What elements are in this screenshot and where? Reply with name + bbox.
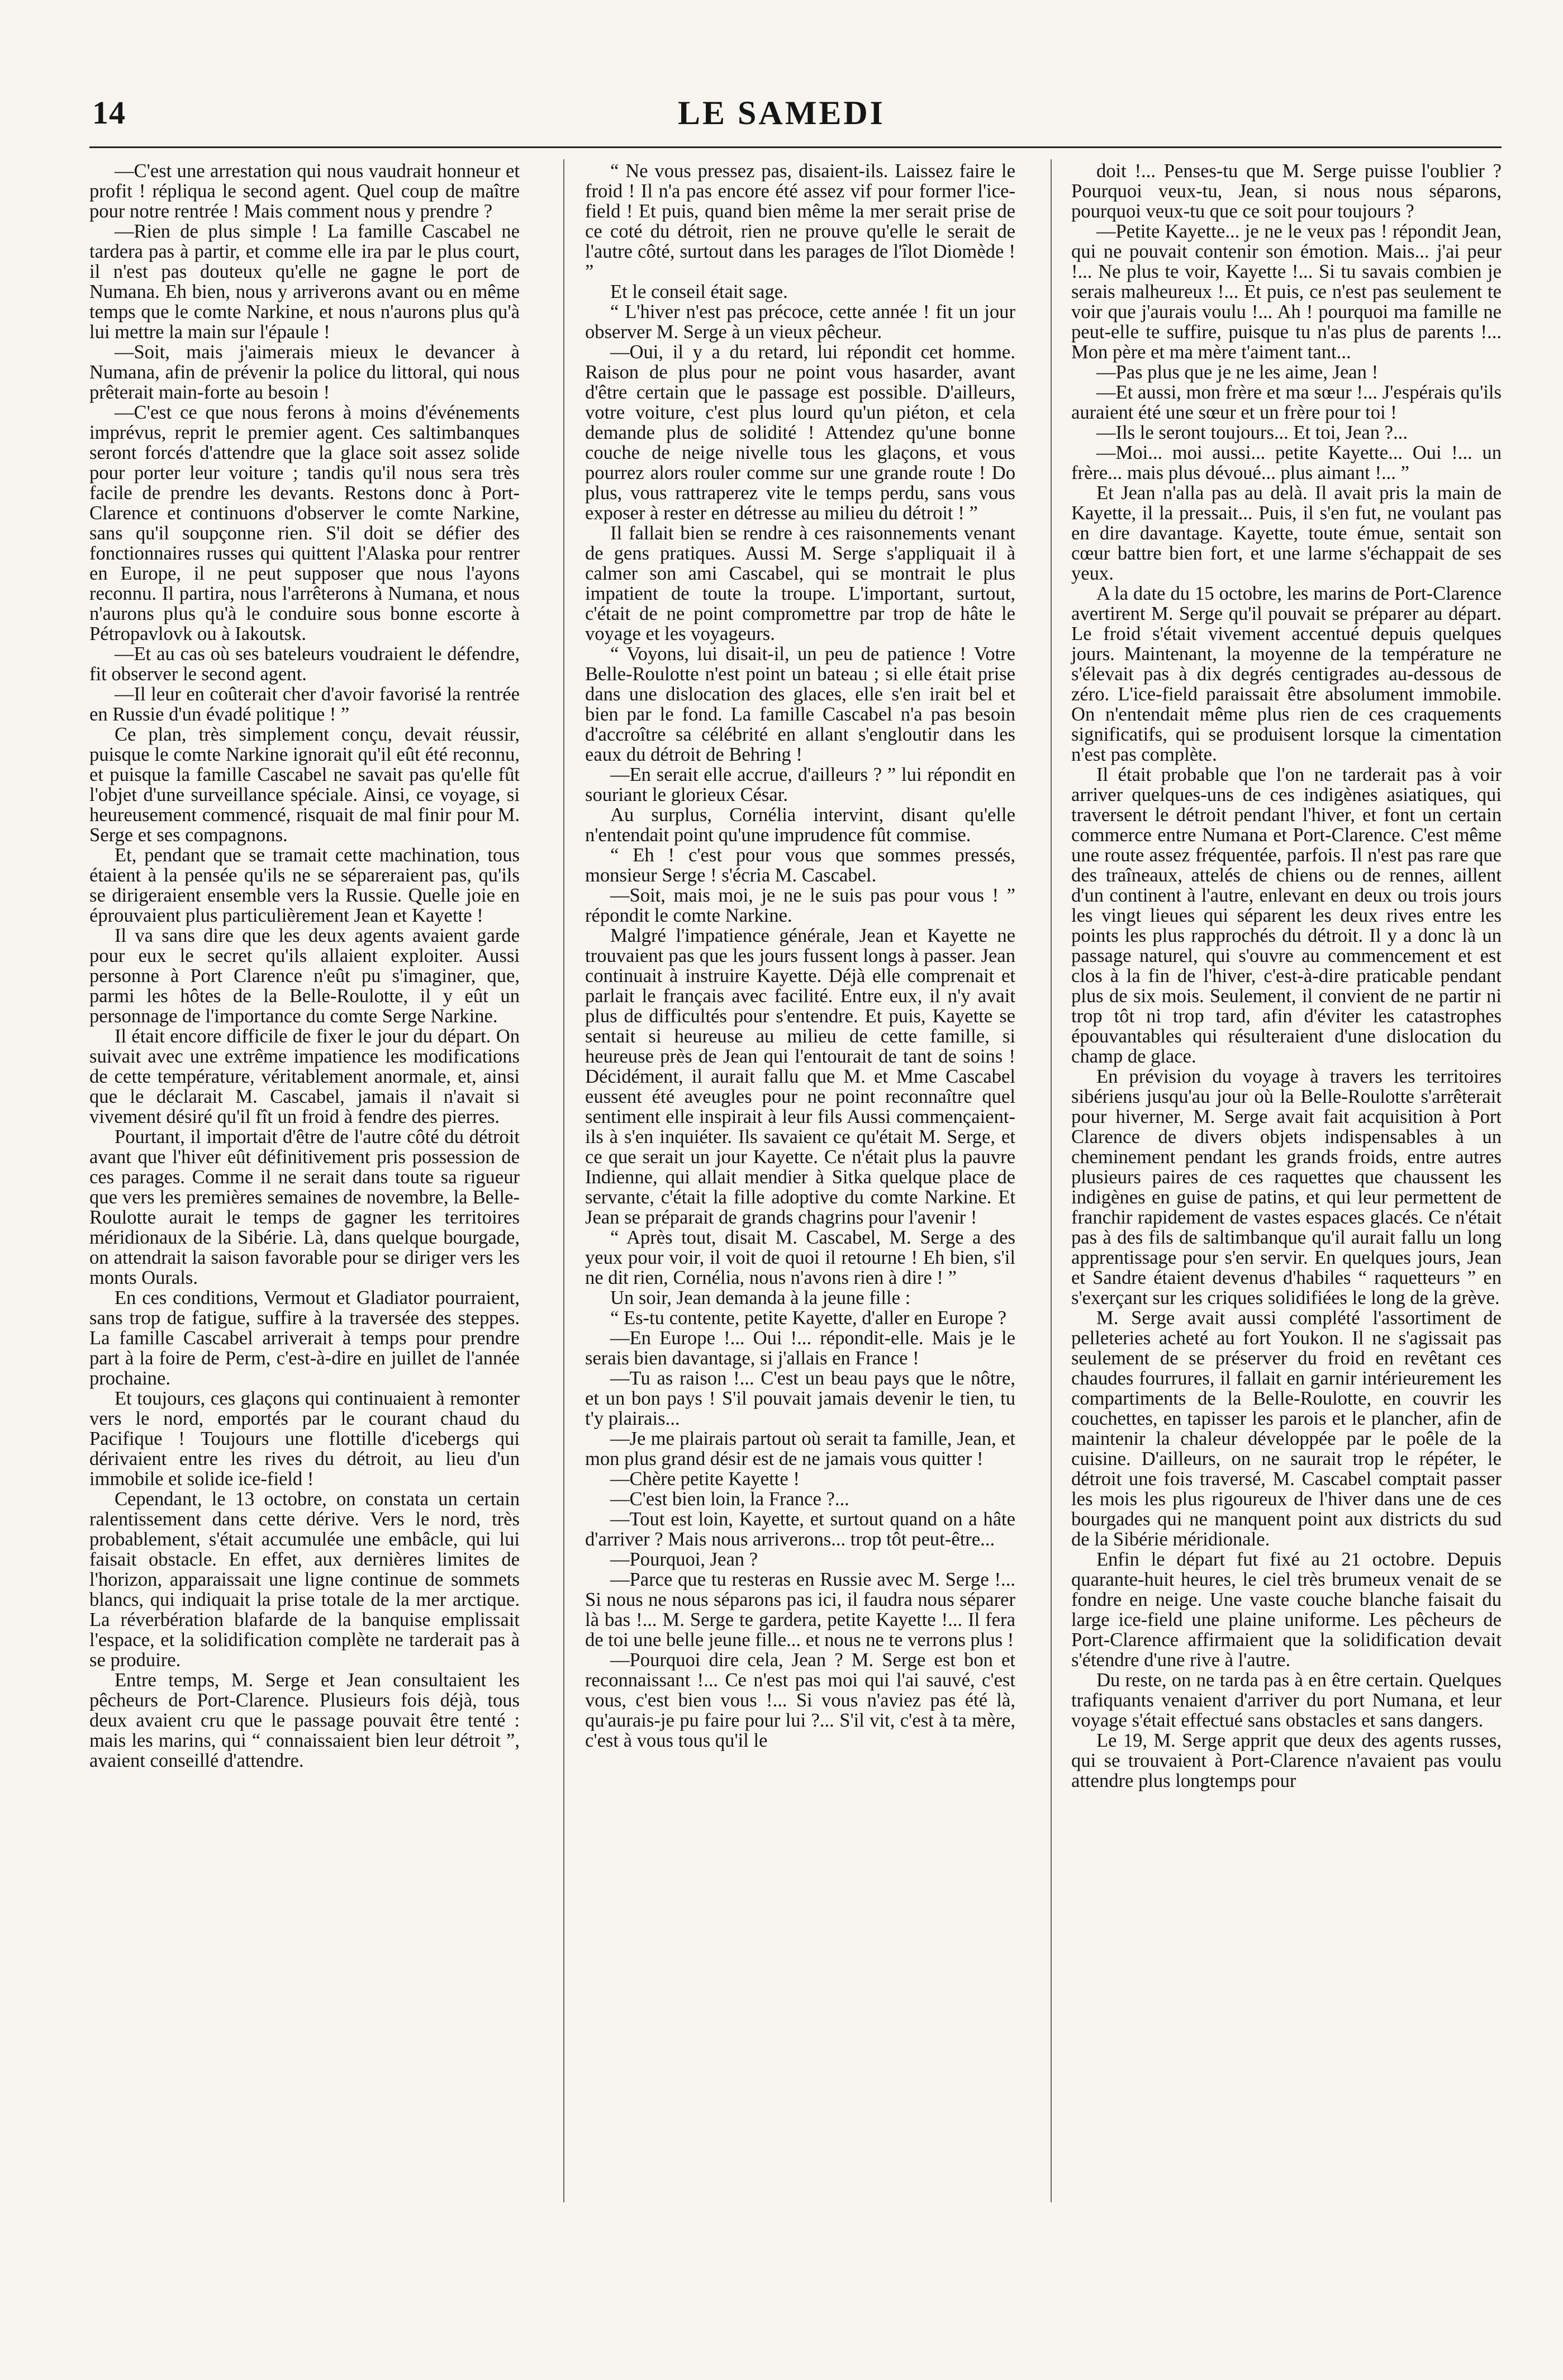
paragraph: Et toujours, ces glaçons qui continuaient à remonter vers le nord, emportés par le courant chaud du Pacifique ! Toujours une flottille d'icebergs qui dérivaient entre les rives du détroit, au lieu d'un immobile et solide ice-field ! (89, 1388, 520, 1490)
paragraph: —Petite Kayette... je ne le veux pas ! répondit Jean, qui ne pouvait contenir son émotion. Mais... j'ai peur !... Ne plus te voir, Kayette !... Si tu savais combien je serais malheureux !... Et puis, ce n'est pas seulement te voir que j'aurais voulu !... Ah ! pourquoi ma famille ne peut-elle te suffire, puisque tu n'as plus de parents !... Mon père et ma mère t'aiment tant... (1071, 221, 1502, 363)
paragraph: —Pourquoi, Jean ? (610, 1549, 758, 1570)
paragraph: Du reste, on ne tarda pas à en être certain. Quelques trafiquants venaient d'arriver du port Numana, et leur voyage s'était effectué sans obstacles et sans dangers. (1071, 1670, 1502, 1731)
paragraph: Enfin le départ fut fixé au 21 octobre. Depuis quarante-huit heures, le ciel très brumeux venait de se fondre en neige. Une vaste couche blanche faisait du large ice-field une plaine uniforme. Les pêcheurs de Port-Clarence affirmaient que la solidification devait s'étendre d'une rive à l'autre. (1071, 1549, 1502, 1671)
paragraph: Et, pendant que se tramait cette machination, tous étaient à la pensée qu'ils ne se sépareraient pas, qu'ils se dirigeraient ensemble vers la Russie. Quelle joie en éprouvaient plus particulièrement Jean et Kayette ! (89, 845, 520, 926)
paragraph: —Je me plairais partout où serait ta famille, Jean, et mon plus grand désir est de ne jamais vous quitter ! (585, 1428, 1015, 1469)
column-divider (563, 159, 564, 2202)
text-column-2 (585, 161, 1015, 1751)
paragraph: —Tout est loin, Kayette, et surtout quand on a hâte d'arriver ? Mais nous arriverons... trop tôt peut-être... (585, 1509, 1015, 1550)
paragraph: “ Voyons, lui disait-il, un peu de patience ! Votre Belle-Roulotte n'est point un bateau ; si elle était prise dans une dislocation des glaces, elle s'en irait bel et bien par le fond. La famille Cascabel n'a pas besoin d'accroître sa célébrité en allant s'engloutir dans les eaux du détroit de Behring ! (585, 643, 1015, 765)
paragraph: —Soit, mais j'aimerais mieux le devancer à Numana, afin de prévenir la police du littoral, qui nous prêterait main-forte au besoin ! (89, 342, 520, 403)
paragraph: Et le conseil était sage. (610, 281, 788, 302)
paragraph: —Et au cas où ses bateleurs voudraient le défendre, fit observer le second agent. (89, 643, 520, 685)
paragraph: —Et aussi, mon frère et ma sœur !... J'espérais qu'ils auraient été une sœur et un frère pour toi ! (1071, 382, 1502, 423)
paragraph: —Moi... moi aussi... petite Kayette... Oui !... un frère... mais plus dévoué... plus aimant !... ” (1071, 442, 1502, 483)
paragraph: Il était probable que l'on ne tarderait pas à voir arriver quelques-uns de ces indigènes asiatiques, qui traversent le détroit pendant l'hiver, et font un certain commerce entre Numana et Port-Clarence. C'est même une route assez fréquentée, parfois. Il n'est pas rare que des traîneaux, attelés de chiens ou de rennes, aillent d'un continent à l'autre, enlevant en deux ou trois jours les vingt lieues qui séparent les deux rives entre les points les plus rapprochés du détroit. Il y a donc là un passage naturel, qui s'ouvre au commencement et est clos à la fin de l'hiver, c'est-à-dire praticable pendant plus de six mois. Seulement, il convient de ne partir ni trop tôt ni trop tard, afin d'éviter les catastrophes épouvantables qui résulteraient d'une dislocation du champ de glace. (1071, 764, 1502, 1067)
text-column-1 (89, 161, 520, 1771)
paragraph: En prévision du voyage à travers les territoires sibériens jusqu'au jour où la Belle-Roulotte s'arrêterait pour hiverner, M. Serge avait fait acquisition à Port Clarence de divers objets indispensables à un cheminement pendant les grands froids, entre autres plusieurs paires de ces raquettes que chaussent les indigènes en guise de patins, et qui leur permettent de franchir rapidement de vastes espaces glacés. Ce n'était pas à des fils de saltimbanque qu'il aurait fallu un long apprentissage pour s'en servir. En quelques jours, Jean et Sandre étaient devenus d'habiles “ raquetteurs ” en s'exerçant sur les criques solidifiées le long de la grève. (1071, 1066, 1502, 1308)
paragraph: “ Après tout, disait M. Cascabel, M. Serge a des yeux pour voir, il voit de quoi il retourne ! Eh bien, s'il ne dit rien, Cornélia, nous n'avons rien à dire ! ” (585, 1227, 1015, 1288)
paragraph: —Parce que tu resteras en Russie avec M. Serge !... Si nous ne nous séparons pas ici, il faudra nous séparer là bas !... M. Serge te gardera, petite Kayette !... Il fera de toi une belle jeune fille... et nous ne te verrons plus ! (585, 1569, 1015, 1651)
header-rule (89, 146, 1502, 148)
paragraph: “ Es-tu contente, petite Kayette, d'aller en Europe ? (610, 1307, 1006, 1329)
paragraph: Un soir, Jean demanda à la jeune fille : (610, 1287, 911, 1308)
paragraph: —C'est une arrestation qui nous vaudrait honneur et profit ! répliqua le second agent. Quel coup de maître pour notre rentrée ! Mais comment nous y prendre ? (89, 160, 520, 222)
paragraph: Il était encore difficile de fixer le jour du départ. On suivait avec une extrême impatience les modifications de cette température, véritablement anormale, et, ainsi que le déclarait M. Cascabel, jamais il n'avait si vivement désiré qu'il fît un froid à fendre des pierres. (89, 1026, 520, 1127)
paragraph: —Chère petite Kayette ! (610, 1468, 800, 1490)
paragraph: —Il leur en coûterait cher d'avoir favorisé la rentrée en Russie d'un évadé politique ! ” (89, 684, 520, 725)
paragraph: Malgré l'impatience générale, Jean et Kayette ne trouvaient pas que les jours fussent longs à passer. Jean continuait à instruire Kayette. Déjà elle comprenait et parlait le français avec facilité. Entre eux, il n'y avait plus de difficultés pour s'entendre. Et puis, Kayette se sentait si heureuse au milieu de cette famille, si heureuse près de Jean qui l'entourait de tant de soins ! Décidément, il aurait fallu que M. et Mme Cascabel eussent été aveugles pour ne point reconnaître quel sentiment elle inspirait à leur fils Aussi commençaient-ils à s'en inquiéter. Ils savaient ce qu'était M. Serge, et ce que serait un jour Kayette. Ce n'était plus la pauvre Indienne, qui allait mendier à Sitka quelque place de servante, c'était la fille adoptive du comte Narkine. Et Jean se préparait de grands chagrins pour l'avenir ! (585, 925, 1015, 1228)
paragraph: —Tu as raison !... C'est un beau pays que le nôtre, et un bon pays ! S'il pouvait jamais devenir le tien, tu t'y plairais... (585, 1368, 1015, 1429)
paragraph: En ces conditions, Vermout et Gladiator pourraient, sans trop de fatigue, suffire à la traversée des steppes. La famille Cascabel arriverait à temps pour prendre part à la foire de Perm, c'est-à-dire en juillet de l'année prochaine. (89, 1287, 520, 1389)
paragraph: doit !... Penses-tu que M. Serge puisse l'oublier ? Pourquoi veux-tu, Jean, si nous nous séparons, pourquoi veux-tu que ce soit pour toujours ? (1071, 160, 1502, 222)
paragraph: —En serait elle accrue, d'ailleurs ? ” lui répondit en souriant le glorieux César. (585, 764, 1015, 805)
paragraph: —C'est bien loin, la France ?... (610, 1488, 849, 1510)
paragraph: “ L'hiver n'est pas précoce, cette année ! fit un jour observer M. Serge à un vieux pêcheur. (585, 301, 1015, 343)
paragraph: Ce plan, très simplement conçu, devait réussir, puisque le comte Narkine ignorait qu'il eût été reconnu, et puisque la famille Cascabel ne savait pas qu'elle fût l'objet d'une surveillance spéciale. Ainsi, ce voyage, si heureusement commencé, risquait de mal finir pour M. Serge et ses compagnons. (89, 724, 520, 846)
paragraph: Il fallait bien se rendre à ces raisonnements venant de gens pratiques. Aussi M. Serge s'appliquait il à calmer son ami Cascabel, qui se montrait le plus impatient de toute la troupe. L'important, surtout, c'était de ne point compromettre par trop de hâte le voyage et les voyageurs. (585, 523, 1015, 644)
paragraph: “ Ne vous pressez pas, disaient-ils. Laissez faire le froid ! Il n'a pas encore été assez vif pour former l'ice-field ! Et puis, quand bien même la mer serait prise de ce coté du détroit, rien ne prouve qu'elle le serait de l'autre côté, surtout dans les parages de l'îlot Diomède ! ” (585, 160, 1015, 282)
paragraph: —Pas plus que je ne les aime, Jean ! (1096, 362, 1379, 383)
paragraph: —C'est ce que nous ferons à moins d'événements imprévus, reprit le premier agent. Ces saltimbanques seront forcés d'attendre que la glace soit assez solide pour porter leur voiture ; tandis qu'il nous sera très facile de prendre les devants. Restons donc à Port-Clarence et continuons d'observer le comte Narkine, sans qu'il soupçonne rien. S'il doit se défier des fonctionnaires russes qui quittent l'Alaska pour rentrer en Europe, il ne peut supposer que nous l'ayons reconnu. Il partira, nous l'arrêterons à Numana, et nous n'aurons plus qu'à le conduire sous bonne escorte à Pétropavlovk ou à Iakoutsk. (89, 402, 520, 644)
paragraph: —Ils le seront toujours... Et toi, Jean ?... (1096, 422, 1408, 443)
paragraph: “ Eh ! c'est pour vous que sommes pressés, monsieur Serge ! s'écria M. Cascabel. (585, 845, 1015, 886)
paragraph: —Soit, mais moi, je ne le suis pas pour vous ! ” répondit le comte Narkine. (585, 885, 1015, 926)
paragraph: —Oui, il y a du retard, lui répondit cet homme. Raison de plus pour ne point vous hasarder, avant d'être certain que le passage est possible. D'ailleurs, votre voiture, c'est plus lourd qu'un piéton, et cela demande plus de solidité ! Attendez qu'une bonne couche de neige nivelle tous les glaçons, et vous pourrez alors rouler comme sur une grande route ! Do plus, vous rattraperez vite le temps perdu, sans vous exposer à rester en détresse au milieu du détroit ! ” (585, 342, 1015, 524)
paragraph: —En Europe !... Oui !... répondit-elle. Mais je le serais bien davantage, si j'allais en France ! (585, 1328, 1015, 1369)
paragraph: —Rien de plus simple ! La famille Cascabel ne tardera pas à partir, et comme elle ira par le plus court, il n'est pas douteux qu'elle ne gagne le port de Numana. Eh bien, nous y arriverons avant ou en même temps que le comte Narkine, et nous n'aurons plus qu'à lui mettre la main sur l'épaule ! (89, 221, 520, 343)
paragraph: A la date du 15 octobre, les marins de Port-Clarence avertirent M. Serge qu'il pouvait se préparer au départ. Le froid s'était vivement accentué depuis quelques jours. Maintenant, la moyenne de la température ne s'élevait pas à dix degrés centigrades au-dessous de zéro. L'ice-field paraissait être absolument immobile. On n'entendait même plus rien de ces craquements significatifs, qui se produisent lorsque la cimentation n'est pas complète. (1071, 583, 1502, 765)
running-title: LE SAMEDI (677, 94, 886, 131)
text-column-3 (1071, 161, 1502, 1791)
paragraph: M. Serge avait aussi complété l'assortiment de pelleteries acheté au fort Youkon. Il ne s'agissait pas seulement de se préserver du froid en revêtant ces chaudes fourrures, il fallait en garnir intérieurement les compartiments de la Belle-Roulotte, en couvrir les couchettes, en tapisser les parois et le plancher, afin de maintenir la chaleur développée par le poêle de la cuisine. D'ailleurs, on ne saurait trop le répéter, le détroit une fois traversé, M. Cascabel comptait passer les mois les plus rigoureux de l'hiver dans une de ces bourgades qui ne manquent point aux districts du sud de la Sibérie méridionale. (1071, 1307, 1502, 1550)
paragraph: Entre temps, M. Serge et Jean consultaient les pêcheurs de Port-Clarence. Plusieurs fois déjà, tous deux avaient cru que le passage pouvait être tenté : mais les marins, qui “ connaissaient bien leur détroit ”, avaient conseillé d'attendre. (89, 1670, 520, 1771)
paragraph: Cependant, le 13 octobre, on constata un certain ralentissement dans cette dérive. Vers le nord, très probablement, s'était accumulée une embâcle, qui lui faisait obstacle. En effet, aux dernières limites de l'horizon, apparaissait une ligne continue de sommets blancs, qui indiquait la prise totale de la mer arctique. La réverbération blafarde de la banquise emplissait l'espace, et la solidification complète ne tarderait pas à se produire. (89, 1488, 520, 1671)
paragraph: Et Jean n'alla pas au delà. Il avait pris la main de Kayette, il la pressait... Puis, il s'en fut, ne voulant pas en dire davantage. Kayette, toute émue, sentait son cœur battre bien fort, et une larme s'échappait de ses yeux. (1071, 482, 1502, 584)
paragraph: Pourtant, il importait d'être de l'autre côté du détroit avant que l'hiver eût définitivement pris possession de ces parages. Comme il ne serait dans toute sa rigueur que vers les premières semaines de novembre, la Belle-Roulotte aurait le temps de gagner les territoires méridionaux de la Sibérie. Là, dans quelque bourgade, on attendrait la saison favorable pour se diriger vers les monts Ourals. (89, 1126, 520, 1288)
column-divider (1051, 159, 1052, 2202)
paragraph: —Pourquoi dire cela, Jean ? M. Serge est bon et reconnaissant !... Ce n'est pas moi qui l'ai sauvé, c'est vous, c'est bien vous !... Si vous n'aviez pas été là, qu'aurais-je pu faire pour lui ?... S'il vit, c'est à ta mère, c'est à vous tous qu'il le (585, 1649, 1015, 1751)
page-number: 14 (92, 94, 126, 131)
paragraph: Il va sans dire que les deux agents avaient garde pour eux le secret qu'ils allaient exploiter. Aussi personne à Port Clarence n'eût pu s'imaginer, que, parmi les hôtes de la Belle-Roulotte, il y eût un personnage de l'importance du comte Serge Narkine. (89, 925, 520, 1027)
paragraph: Le 19, M. Serge apprit que deux des agents russes, qui se trouvaient à Port-Clarence n'avaient pas voulu attendre plus longtemps pour (1071, 1730, 1502, 1791)
paragraph: Au surplus, Cornélia intervint, disant qu'elle n'entendait point qu'une imprudence fût commise. (585, 804, 1015, 846)
